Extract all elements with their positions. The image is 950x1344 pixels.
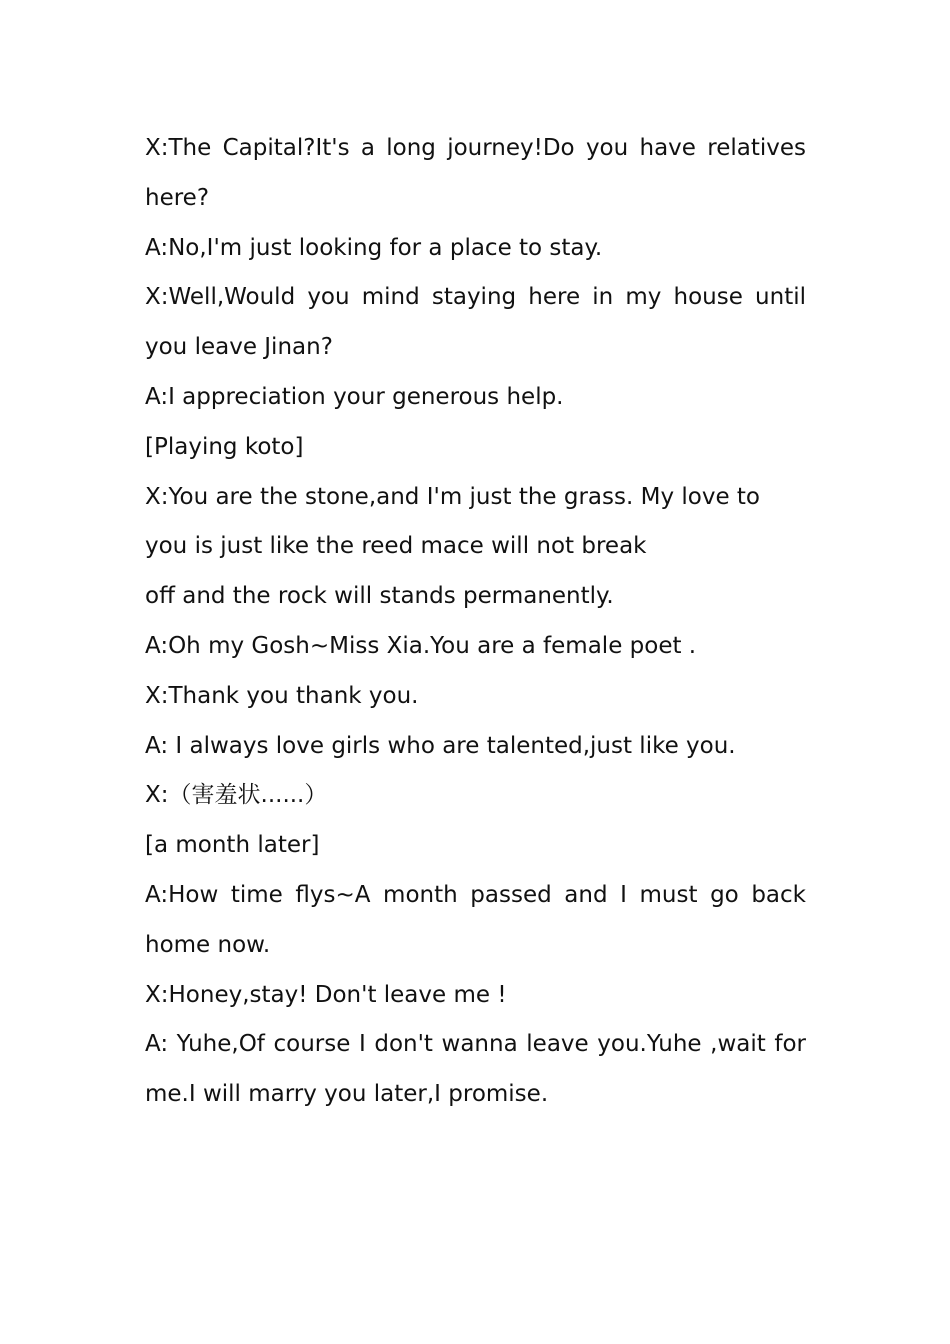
paragraph: A:I appreciation your generous help. [145, 383, 564, 410]
paragraph: A: Yuhe,Of course I don't wanna leave you.Yuhe ,wait for me.I will marry you later,I promise. [145, 1031, 806, 1108]
paragraph: A:No,I'm just looking for a place to stay. [145, 234, 603, 261]
dialogue-text [145, 124, 806, 1120]
paragraph: A:How time flys~A month passed and I must go back home now. [145, 881, 806, 958]
stage-direction: [Playing koto] [145, 433, 304, 460]
paragraph: off and the rock will stands permanently. [145, 583, 614, 610]
paragraph-cjk: X:（害羞状......） [145, 782, 328, 809]
stage-direction: [a month later] [145, 832, 320, 859]
paragraph: X:Well,Would you mind staying here in my house until you leave Jinan? [145, 284, 806, 361]
paragraph: X:Honey,stay! Don't leave me ! [145, 981, 507, 1008]
paragraph: X:You are the stone,and I'm just the grass. My love to you is just like the reed mace will not break [145, 483, 761, 560]
paragraph: X:The Capital?It's a long journey!Do you have relatives here? [145, 135, 806, 211]
paragraph: X:Thank you thank you. [145, 682, 419, 709]
paragraph: A:Oh my Gosh~Miss Xia.You are a female poet . [145, 632, 697, 659]
paragraph: A: I always love girls who are talented,just like you. [145, 732, 736, 759]
